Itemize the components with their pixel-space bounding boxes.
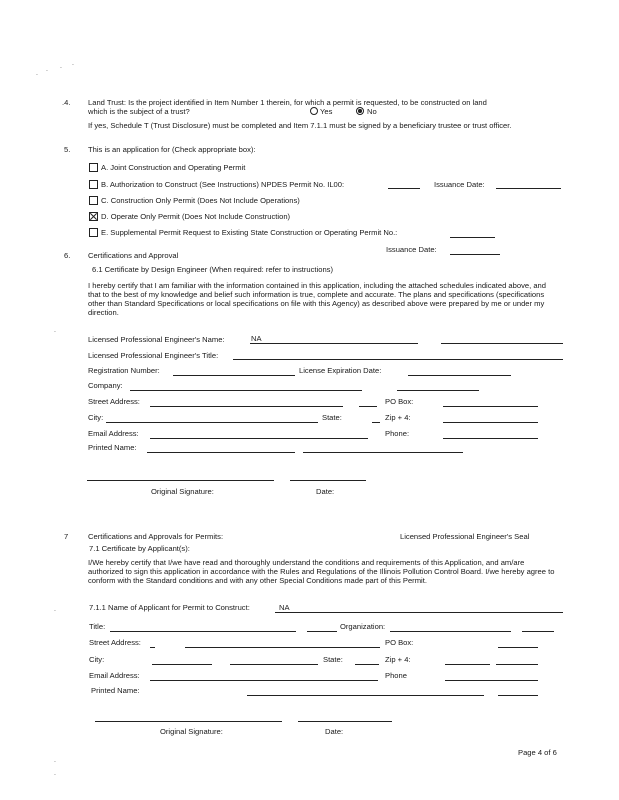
street-label: Street Address:: [88, 397, 140, 406]
email-label: Email Address:: [88, 429, 139, 438]
section-6-title: Certifications and Approval: [88, 251, 179, 260]
option-e-checkbox[interactable]: [89, 228, 98, 237]
applicant-zip-line[interactable]: [445, 664, 490, 665]
engineer-signature-label: Original Signature:: [151, 487, 214, 496]
issuance-date-line[interactable]: [450, 254, 500, 255]
option-c-checkbox[interactable]: [89, 196, 98, 205]
license-expiration-line[interactable]: [408, 375, 511, 376]
option-d-checkbox-checked[interactable]: [89, 212, 98, 221]
trust-note: If yes, Schedule T (Trust Disclosure) must be completed and Item 7.1.1 must be signed by a beneficiary trustee or trust officer.: [88, 121, 512, 130]
npdes-permit-line[interactable]: [388, 188, 420, 189]
applicant-city-label: City:: [89, 655, 105, 664]
page-number: Page 4 of 6: [518, 748, 557, 757]
section-5-number: 5.: [64, 145, 71, 154]
eng-title-label: Licensed Professional Engineer's Title:: [88, 351, 219, 360]
applicant-printed-name-label: Printed Name:: [91, 686, 140, 695]
applicant-city-line[interactable]: [152, 664, 212, 665]
applicant-street-label: Street Address:: [89, 638, 141, 647]
applicant-phone-label: Phone: [385, 671, 407, 680]
street-line[interactable]: [150, 406, 343, 407]
email-line[interactable]: [150, 438, 368, 439]
land-trust-question-cont: which is the subject of a trust?: [88, 107, 190, 116]
applicant-printed-name-line-2[interactable]: [498, 695, 538, 696]
option-b-checkbox[interactable]: [89, 180, 98, 189]
applicant-printed-name-line[interactable]: [247, 695, 484, 696]
option-c-label: C. Construction Only Permit (Does Not Include Operations): [101, 196, 300, 205]
scan-speck: .: [60, 63, 62, 70]
section-6-number: 6.: [64, 251, 71, 260]
option-d-label: D. Operate Only Permit (Does Not Include Construction): [101, 212, 291, 221]
eng-name-line[interactable]: [250, 343, 418, 344]
applicant-email-line[interactable]: [150, 680, 378, 681]
applicant-date-line[interactable]: [298, 721, 392, 722]
zip-line[interactable]: [443, 422, 538, 423]
supplemental-permit-line[interactable]: [450, 237, 495, 238]
scan-speck: .: [36, 70, 38, 77]
applicant-zip-line-2[interactable]: [496, 664, 538, 665]
yes-radio[interactable]: [310, 107, 318, 115]
title-line[interactable]: [110, 631, 296, 632]
state-line[interactable]: [372, 422, 380, 423]
city-label: City:: [88, 413, 104, 422]
yes-label: Yes: [320, 107, 333, 116]
scan-speck: .: [72, 60, 74, 67]
phone-label: Phone:: [385, 429, 410, 438]
pobox-label: PO Box:: [385, 397, 414, 406]
option-b-label: B. Authorization to Construct (See Instructions) NPDES Permit No. IL00:: [101, 180, 345, 189]
option-a-checkbox[interactable]: [89, 163, 98, 172]
section-7-title: Certifications and Approvals for Permits:: [88, 532, 224, 541]
company-line[interactable]: [130, 390, 362, 391]
applicant-state-label: State:: [323, 655, 343, 664]
pobox-line[interactable]: [443, 406, 538, 407]
title-label: Title:: [89, 622, 106, 631]
registration-label: Registration Number:: [88, 366, 160, 375]
phone-line[interactable]: [443, 438, 538, 439]
applicant-certification-paragraph: I/We hereby certify that I/we have read and thoroughly understand the conditions and requirements of this Application, and am/are authorized to sign this application in accordance with the Rules and Regulations of the Illinois Pollution Control Board. I/we hereby agree to conform with the Standard conditions and with any other Special Conditions made part of this Permit.: [88, 558, 555, 585]
issuance-date-label: Issuance Date:: [386, 245, 437, 254]
option-e-label: E. Supplemental Permit Request to Existing State Construction or Operating Permit No.:: [101, 228, 398, 237]
applicant-pobox-label: PO Box:: [385, 638, 414, 647]
engineer-certification-paragraph: I hereby certify that I am familiar with the information contained in this application, including the attached schedules indicated above, and that to the best of my knowledge and belief such information is true, complete and accurate. The plans and specifications (specifications other than Standard Specifications or local specifications on file with this Agency) as described above were prepared by me or under my direction.: [88, 281, 547, 317]
scan-speck: .: [54, 327, 56, 334]
organization-line[interactable]: [390, 631, 511, 632]
land-trust-question: Land Trust: Is the project identified in Item Number 1 therein, for which a permit is requested, to be constructed on land: [88, 98, 487, 107]
option-b-issuance-label: Issuance Date:: [434, 180, 485, 189]
applicant-certificate-heading: 7.1 Certificate by Applicant(s):: [89, 544, 190, 553]
applicant-street-line[interactable]: [150, 647, 155, 648]
engineer-date-line[interactable]: [290, 480, 366, 481]
section-7-number: 7: [64, 532, 69, 541]
applicant-zip-label: Zip + 4:: [385, 655, 411, 664]
scan-speck: .: [54, 606, 56, 613]
title-line-2[interactable]: [307, 631, 337, 632]
eng-name-label: Licensed Professional Engineer's Name:: [88, 335, 225, 344]
section-4-number: .4.: [62, 98, 71, 107]
engineer-date-label: Date:: [316, 487, 335, 496]
option-b-issuance-line[interactable]: [496, 188, 561, 189]
application-type-title: This is an application for (Check appropriate box):: [88, 145, 256, 154]
license-expiration-label: License Expiration Date:: [299, 366, 382, 375]
engineer-signature-line[interactable]: [87, 480, 274, 481]
printed-name-label: Printed Name:: [88, 443, 137, 452]
state-label: State:: [322, 413, 342, 422]
city-line[interactable]: [106, 422, 318, 423]
engineer-seal-label: Licensed Professional Engineer's Seal: [400, 532, 530, 541]
applicant-phone-line[interactable]: [445, 680, 538, 681]
applicant-city-line-2[interactable]: [230, 664, 318, 665]
scan-speck: .: [46, 66, 48, 73]
no-label: No: [367, 107, 377, 116]
company-line-2[interactable]: [397, 390, 479, 391]
applicant-email-label: Email Address:: [89, 671, 140, 680]
design-engineer-heading: 6.1 Certificate by Design Engineer (When required: refer to instructions): [92, 265, 334, 274]
eng-name-value: NA: [251, 334, 262, 343]
applicant-state-line[interactable]: [355, 664, 379, 665]
applicant-signature-line[interactable]: [95, 721, 282, 722]
organization-label: Organization:: [340, 622, 386, 631]
applicant-name-line[interactable]: [275, 612, 563, 613]
registration-line[interactable]: [173, 375, 295, 376]
no-radio[interactable]: [356, 107, 364, 115]
applicant-street-line-2[interactable]: [185, 647, 380, 648]
street-line-2[interactable]: [359, 406, 377, 407]
applicant-pobox-line[interactable]: [498, 647, 538, 648]
eng-title-line[interactable]: [233, 359, 563, 360]
option-a-label: A. Joint Construction and Operating Permit: [101, 163, 246, 172]
scan-speck: .: [54, 770, 56, 777]
applicant-name-value: NA: [279, 603, 290, 612]
printed-name-line-2[interactable]: [303, 452, 463, 453]
eng-name-line-2[interactable]: [441, 343, 563, 344]
scan-speck: .: [54, 757, 56, 764]
printed-name-line[interactable]: [147, 452, 295, 453]
zip-label: Zip + 4:: [385, 413, 411, 422]
applicant-signature-label: Original Signature:: [160, 727, 223, 736]
organization-line-2[interactable]: [522, 631, 554, 632]
applicant-name-label: 7.1.1 Name of Applicant for Permit to Construct:: [89, 603, 250, 612]
company-label: Company:: [88, 381, 123, 390]
applicant-date-label: Date:: [325, 727, 344, 736]
